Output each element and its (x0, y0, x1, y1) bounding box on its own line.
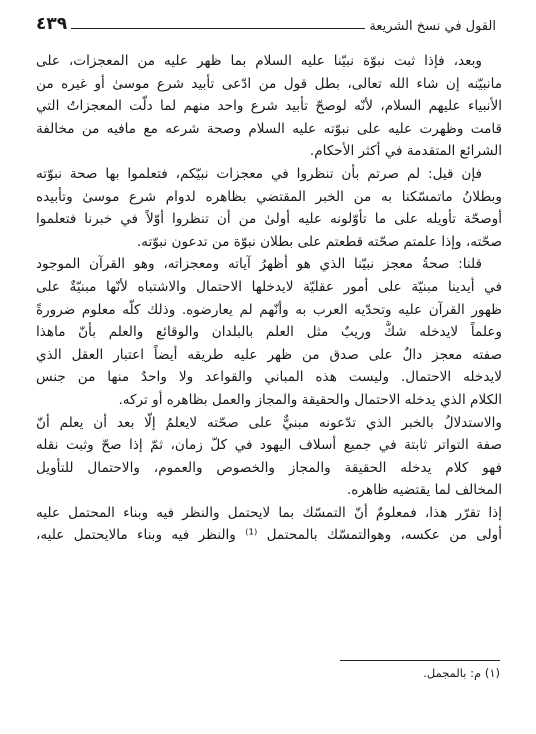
footnote: (١) م: بالمجمل. (423, 666, 500, 680)
text-line: في أيدينا مبنيّة على أمور عقليّة لايدخلها الاحتمال والاشتباه لأنّها مبنيّةٌ على (36, 278, 502, 295)
running-header (36, 10, 496, 34)
main-text (36, 50, 502, 660)
text-line: وبطلانُ ماتمسّكنا به من الخبر المقتضي بظاهره لدوام شرع موسىٰ وتأبيده (36, 188, 502, 205)
footnote-separator (340, 660, 500, 661)
text-line: قامت وظهرت عليه على نبوّته عليه السلام وصحة شرعه مع مافيه من مخالفة (36, 120, 502, 137)
page-number: ٤٣٩ (36, 14, 68, 34)
text-line: أوصحّة تأويله على ما تأوّلونه عليه أولىٰ من أن تنظروا أوّلاً في خبرنا فتعلموا (36, 211, 502, 228)
text-line: المخالف لما يقتضيه ظاهره. (346, 482, 502, 499)
text-line: صفته معجز دالٌ على صدق من ظهر عليه طريقه أيضاً اعتبار العقل الذي (36, 346, 502, 363)
text-line: لايدخله الاحتمال. وليست هذه المباني والقواعد ولا واحدٌ منها من جنس (36, 369, 502, 386)
text-line: أولى من عكسه، وهوالتمسّك بالمحتمل ⁽¹⁾ والنظر فيه وبناء مالايحتمل عليه، (36, 527, 502, 544)
text-line: وعلماً لايدخله شكٌّ وريبٌ مثل العلم بالبلدان والوقائع والعلم بأنّ ماهذا (36, 324, 502, 341)
text-line: مانبيّنه إن شاء الله تعالى، بطل قول من ادّعى تأبيد شرع موسىٰ أو غيره من (36, 75, 502, 92)
header-title: القول في نسخ الشريعة (369, 19, 496, 34)
text-line: فإن قيل: لم صرتم بأن تنظروا في معجزات نبيّكم، فتعلموا بها صحة نبوّته (36, 165, 482, 182)
text-line: فهو كلام يدخله الحقيقة والمجاز والخصوص والعموم، والاحتمال للتأويل (36, 459, 502, 476)
text-line: والاستدلالُ بالخبر الذي تدّعونه مبنيٌّ على صحّته لايعلمُ إلّا بعد أن يعلم أنّ (36, 414, 502, 431)
text-line: وبعد، فإذا ثبت نبوّة نبيّنا عليه السلام بما ظهر عليه من المعجزات، على (36, 53, 482, 69)
header-rule (71, 28, 365, 29)
text-line: الشرائع المتقدمة في أكثر الأحكام. (309, 143, 502, 160)
text-line: قلنا: صحةُ معجز نبيّنا الذي هو أظهرُ آياته ومعجزاته، وهو القرآن الموجود (36, 256, 482, 273)
text-line: الأنبياء عليهم السلام، لأنّه لوصحّ تأبيد شرع واحد منهم لما دلّت المعجزاتُ التي (36, 98, 502, 115)
text-line: الكلام الذي يدخله الاحتمال والحقيقة والمجاز والعمل بظاهره أو تركه. (118, 391, 502, 408)
text-line: صحّته، وإذا علمتم صحّته قطعتم على بطلان نبوّة من تدعون نبوّته. (136, 233, 502, 250)
text-line: ظهور القرآن عليه وتحدّيه العرب به وأنّهم لم يعارضوه. وذلك كلّه معلوم ضرورةً (36, 301, 502, 318)
text-line: إذا تقرّر هذا، فمعلومٌ أنّ التمسّك بما لايحتمل والنظر فيه وبناء المحتمل عليه (36, 504, 502, 521)
text-line: صفة التواتر ثابتة في جميع أسلاف اليهود في كلّ زمان، ثمّ إذا صحّ وثبت نقله (36, 437, 502, 454)
